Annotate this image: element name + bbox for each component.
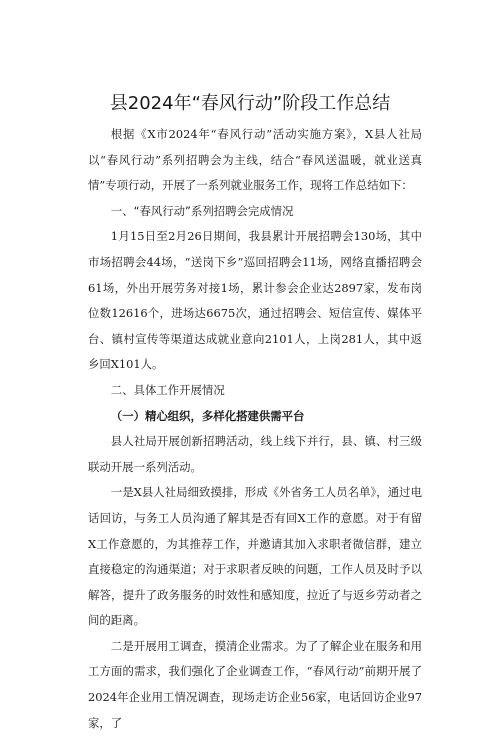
section-heading-2: 二、具体工作开展情况 <box>110 382 225 397</box>
point-1-paragraph: 一是X县人社局细致摸排，形成《外省务工人员名单》，通过电话回访，与务工人员沟通了解其是否有回X工作的意愿。对于有留X工作意愿的，为其推荐工作，并邀请其加入求职者微信群，建立直接稳定的沟通渠道；对于求职者反映的问题，工作人员及时予以解答，提升了政务服务的时效性和感知度，拉近了与返乡劳动者之间的距离。 <box>88 485 422 628</box>
section-heading-1: 一、“春风行动”系列招聘会完成情况 <box>110 203 294 218</box>
document-body <box>88 122 422 736</box>
section-1-paragraph: 1月15日至2月26日期间，我县累计开展招聘会130场，其中市场招聘会44场，“送岗下乡”巡回招聘会11场，网络直播招聘会61场，外出开展劳务对接1场，累计参会企业达2897家，发布岗位数12616个，进场达6675次，通过招聘会、短信宣传、媒体平台、镇村宣传等渠道达成就业意向2101人，上岗281人，其中返乡回X101人。 <box>88 229 422 372</box>
point-2-paragraph: 二是开展用工调查，摸清企业需求。为了了解企业在服务和用工方面的需求，我们强化了企业调查工作，“春风行动”前期开展了2024年企业用工情况调查，现场走访企业56家，电话回访企业97家，了 <box>88 638 422 730</box>
document-title: 县2024年“春风行动”阶段工作总结 <box>109 93 391 114</box>
intro-paragraph: 根据《X市2024年“春风行动”活动实施方案》，X县人社局以“春风行动”系列招聘会为主线，结合“春风送温暖，就业送真情”专项行动，开展了一系列就业服务工作，现将工作总结如下： <box>88 127 422 193</box>
subsection-heading-1: （一）精心组织，多样化搭建供需平台 <box>110 408 305 423</box>
subsection-1-paragraph: 县人社局开展创新招聘活动，线上线下并行，县、镇、村三级联动开展一系列活动。 <box>88 434 422 474</box>
